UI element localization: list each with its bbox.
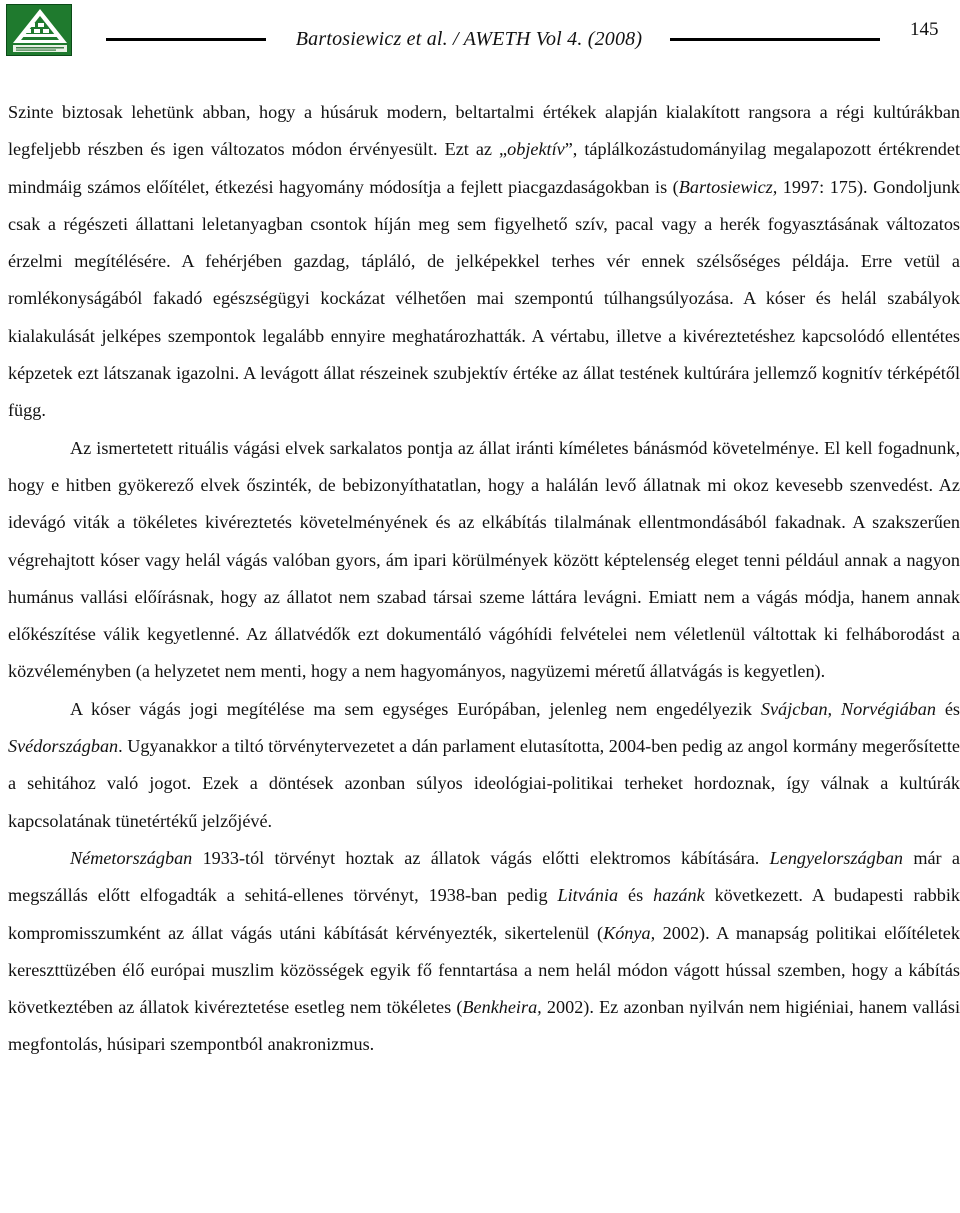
italic-text: Lengyelországban	[769, 847, 904, 868]
paragraph-2	[8, 430, 960, 691]
header-rule-left	[106, 38, 266, 41]
italic-text: Svájcban, Norvégiában	[760, 698, 936, 719]
italic-text: Kónya,	[603, 922, 656, 943]
page-number: 145	[910, 19, 939, 40]
page-header	[0, 0, 960, 62]
italic-text: hazánk	[653, 885, 705, 906]
text-run: Szinte biztosak lehetünk abban, hogy a húsáruk modern, beltartalmi értékek alapján kialakított rangsora a régi kultúrákban legfeljebb részben és igen változatos módon érvényesült. Ezt az „	[8, 102, 960, 160]
italic-text: Svédországban	[8, 736, 119, 757]
text-run: A kóser vágás jogi megítélése ma sem egységes Európában, jelenleg nem engedélyezik	[70, 698, 761, 719]
text-run: 1997: 175). Gondoljunk csak a régészeti állattani leletanyagban csontok híján meg sem figyelhető szív, pacal vagy a herék fogyasztásának változatos érzelmi megítélésére. A fehérjében gazdag, tápláló, de jelképekkel terhes vér ennek szélsőséges példája. Erre vetül a romlékonyságából fakadó egészségügyi kockázat vélhetően mai szempontú túlhangsúlyozása. A kóser és helál szabályok kialakulását jelképes szempontok legalább ennyire meghatározhatták. A vértabu, illetve a kivéreztetéshez kapcsolódó ellentétes képzetek ezt látszanak igazolni. A levágott állat részeinek szubjektív értéke az állat testének kultúrára jellemző kognitív térképétől függ.	[8, 176, 960, 421]
header-rule-right	[670, 38, 880, 41]
awet-logo	[6, 4, 72, 56]
italic-text: Bartosiewicz,	[678, 176, 778, 197]
text-run: 2002). Ez azonban nyilván nem higiéniai, hanem vallási megfontolás, húsipari szempontból anakronizmus.	[8, 997, 960, 1055]
text-run: következett. A budapesti rabbik kompromisszumként az állat vágás utáni kábítását kérvényezték, sikertelenül (	[8, 885, 960, 943]
text-run: már a megszállás előtt elfogadták a sehitá-ellenes törvényt, 1938-ban pedig	[8, 847, 960, 906]
paragraph-3	[8, 691, 960, 840]
text-run: 1933-tól törvényt hoztak az állatok vágás előtti elektromos kábítására.	[192, 847, 770, 868]
article-body	[8, 94, 960, 1064]
text-run: . Ugyanakkor a tiltó törvénytervezetet a dán parlament elutasította, 2004-ben pedig az angol kormány megerősítette a sehitához való jogot. Ezek a döntések azonban súlyos ideológiai-politikai terheket hordoznak, így válnak a kultúrák kapcsolatának tünetértékű jelzőjévé.	[8, 736, 960, 831]
text-run: és	[935, 698, 960, 719]
paragraph-1	[8, 94, 960, 430]
text-run: és	[618, 885, 654, 906]
running-title: Bartosiewicz et al. / AWETH Vol 4. (2008)	[295, 28, 643, 50]
text-run: 2002). A manapság politikai előítéletek kereszttüzében élő európai muszlim közösségek egyik fő fenntartása a nem helál módon vágott hússal szemben, hogy a kábítás következtében az állatok kivéreztetése esetleg nem tökéletes (	[8, 922, 960, 1018]
italic-text: Benkheira,	[462, 997, 542, 1018]
awet-logo-graphic	[7, 5, 72, 56]
italic-text: Litvánia	[557, 885, 619, 906]
paragraph-4	[8, 840, 960, 1064]
text-run: ”, táplálkozástudományilag megalapozott értékrendet mindmáig számos előítélet, étkezési hagyomány módosítja a fejlett piacgazdaságokban is (	[8, 139, 960, 197]
italic-text: Németországban	[70, 847, 193, 868]
text-run: Az ismertetett rituális vágási elvek sarkalatos pontja az állat iránti kíméletes bánásmód követelménye. El kell fogadnunk, hogy e hitben gyökerező elvek őszinték, de bebizonyíthatatlan, hogy a halálán levő állatnak mi okoz kevesebb szenvedést. Az idevágó viták a tökéletes kivéreztetés követelményének és az elkábítás tilalmának ellentmondásából fakadnak. A szakszerűen végrehajtott kóser vagy helál vágás valóban gyors, ám ipari körülmények között képtelenség eleget tenni például annak a nagyon humánus vallási előírásnak, hogy az állatot nem szabad társai szeme láttára levágni. Emiatt nem a vágás módja, hanem annak előkészítése válik kegyetlenné. Az állatvédők ezt dokumentáló vágóhídi felvételei nem véletlenül váltottak ki felháborodást a közvéleményben (a helyzetet nem menti, hogy a nem hagyományos, nagyüzemi méretű állatvágás is kegyetlen).	[8, 437, 960, 682]
italic-text: objektív	[507, 139, 565, 160]
